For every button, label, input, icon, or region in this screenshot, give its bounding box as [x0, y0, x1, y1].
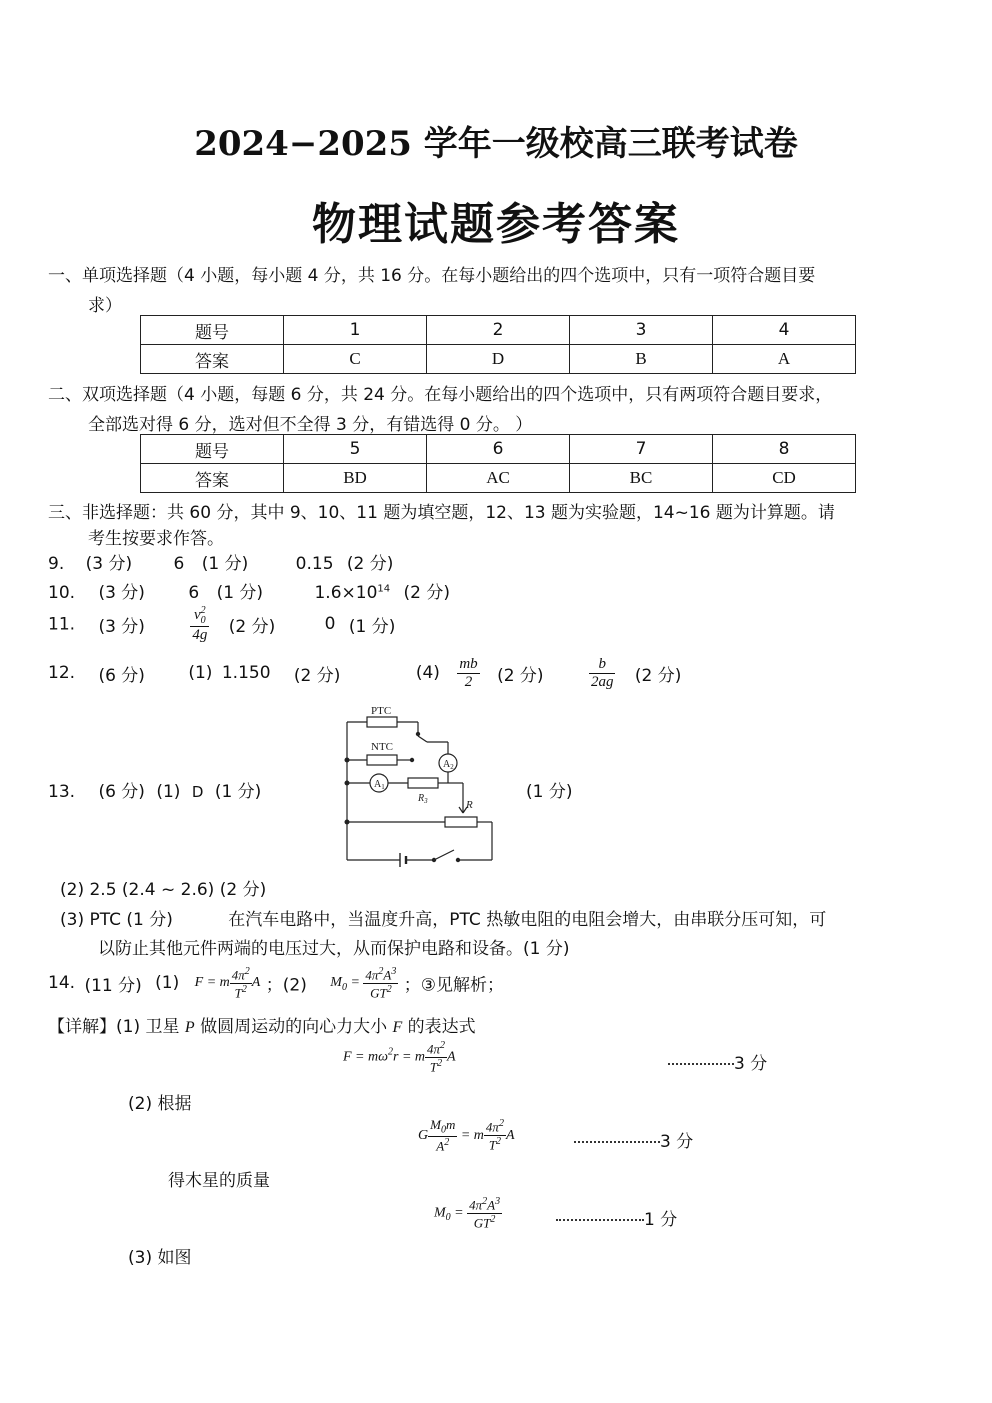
q9-answer2: 0.15: [295, 554, 334, 574]
q10-line: [48, 578, 450, 603]
q14-score: (11 分): [84, 975, 142, 996]
q10-score: (3 分): [98, 583, 145, 603]
table-cell: BD: [284, 464, 427, 493]
q13-part3-text: 在汽车电路中，当温度升高，PTC 热敏电阻的电阻会增大，由串联分压可知，可: [228, 910, 827, 930]
q9-score: (3 分): [85, 554, 133, 574]
q12-score1: (2 分): [293, 665, 341, 686]
detail-force: F: [392, 1019, 403, 1036]
q10-number: 10.: [48, 583, 76, 603]
ptc-resistor: [367, 717, 397, 727]
table-cell: B: [570, 345, 713, 374]
equation-gravity: G $\frac{M_0m}{A^2}$ = m $\frac{4\pi^2}{T^2}$ A: [418, 1117, 515, 1153]
q14-detail-line: [48, 1012, 476, 1037]
q14-number: 14.: [48, 973, 76, 994]
table-cell-label: 题号: [141, 435, 284, 464]
table-row: [141, 345, 856, 374]
detail-mid: 做圆周运动的向心力大小: [200, 1017, 388, 1037]
table-cell-label: 题号: [141, 316, 284, 345]
q9-number: 9.: [48, 554, 65, 574]
q12-score3: (2 分): [634, 665, 682, 686]
q9-answer1: 6: [173, 554, 185, 574]
q14-formula-mass: $M_0$ = $\frac{4\pi^2A^3}{GT^2}$: [330, 966, 397, 1000]
q12-score: (6 分): [98, 665, 145, 686]
q10-answer2: $1.6\times 10^{14}$: [314, 583, 391, 603]
q13-part3-prefix: (3) PTC (1 分): [60, 910, 173, 930]
r-label: R: [466, 799, 473, 811]
points-2: 3 分: [574, 1127, 693, 1152]
table-cell: 2: [427, 316, 570, 345]
q12-fraction2: $\frac{b}{2ag}$: [590, 656, 614, 690]
equation-mass: $M_0$ = $\frac{4\pi^2A^3}{GT^2}$: [434, 1196, 501, 1230]
q11-score2: (1 分): [348, 616, 396, 637]
table-cell: 1: [284, 316, 427, 345]
table-cell: 4: [713, 316, 856, 345]
a1-label: $A_1$: [374, 779, 385, 791]
table-cell: CD: [713, 464, 856, 493]
q11-answer2: 0: [324, 614, 336, 635]
q14-part3: ；③见解析；: [403, 975, 505, 996]
ntc-resistor: [367, 755, 397, 765]
q13-score1: (1 分): [214, 782, 262, 802]
ntc-label: NTC: [371, 741, 393, 753]
q10-score1: (1 分): [216, 583, 264, 603]
detail-end: 的表达式: [407, 1017, 476, 1037]
section2-answer-table: [140, 434, 856, 493]
table-cell: A: [713, 345, 856, 374]
q9-score1: (1 分): [201, 554, 249, 574]
q14-part1: (1): [155, 973, 180, 994]
section1-heading-line1: 一、单项选择题（4 小题，每小题 4 分，共 16 分。在每小题给出的四个选项中，只有一项符合题目要: [48, 266, 816, 286]
detail-satellite: P: [184, 1019, 195, 1036]
q12-line: [48, 656, 681, 690]
section3-heading-line2: 考生按要求作答。: [88, 529, 224, 549]
table-row: [141, 316, 856, 345]
a2-label: $A_2$: [443, 759, 454, 771]
detail-prefix: 【详解】(1) 卫星: [48, 1017, 180, 1037]
q11-fraction: $\frac{v_0^2}{4g}$: [192, 605, 208, 643]
q12-part1: (1): [188, 663, 213, 683]
answer-key-title: 物理试题参考答案: [312, 199, 680, 250]
q13-score: (6 分): [98, 782, 145, 802]
mass-text: 得木星的质量: [168, 1171, 270, 1191]
q12-fraction1: $\frac{mb}{2}$: [459, 656, 478, 690]
step-3: (3) 如图: [128, 1248, 192, 1268]
section3-heading-line1: 三、非选择题：共 60 分，其中 9、10、11 题为填空题，12、13 题为实验题，14~16 题为计算题。请: [48, 503, 835, 523]
q13-part1: (1): [156, 782, 181, 802]
section2-heading-line1: 二、双项选择题（4 小题，每题 6 分，共 24 分。在每小题给出的四个选项中，只有两项符合题目要求，: [48, 385, 833, 405]
table-cell: D: [427, 345, 570, 374]
rheostat: [445, 817, 477, 827]
q14-formula-force: F = m $\frac{4\pi^2}{T^2}$ A: [194, 966, 261, 1000]
table-cell: AC: [427, 464, 570, 493]
table-cell: 8: [713, 435, 856, 464]
section1-heading-line2: 求）: [88, 296, 122, 316]
q12-score2: (2 分): [497, 665, 544, 686]
r3-resistor: [408, 778, 438, 788]
ptc-label: PTC: [371, 705, 392, 717]
circuit-diagram: [330, 700, 510, 868]
q11-number: 11.: [48, 614, 76, 635]
q12-answer1: 1.150: [221, 663, 271, 683]
q10-score2: (2 分): [403, 583, 451, 603]
q9-score2: (2 分): [346, 554, 394, 574]
equation-force: $F = m\omega^2r = m$ $\frac{4\pi^2}{T^2}$ A: [343, 1040, 456, 1074]
r3-label: $R_3$: [418, 793, 428, 805]
table-cell: 3: [570, 316, 713, 345]
q10-answer1: 6: [188, 583, 200, 603]
table-cell: 5: [284, 435, 427, 464]
q13-part2: (2) 2.5 (2.4 ~ 2.6) (2 分): [60, 880, 267, 900]
table-row: [141, 464, 856, 493]
section1-answer-table: [140, 315, 856, 374]
step-2: (2) 根据: [128, 1094, 192, 1114]
table-cell: 6: [427, 435, 570, 464]
table-cell-label: 答案: [141, 464, 284, 493]
table-cell: BC: [570, 464, 713, 493]
q13-answer1: D: [191, 783, 204, 801]
q11-score1: (2 分): [228, 616, 276, 637]
q12-part4: (4): [415, 663, 440, 683]
q11-line: [48, 605, 395, 644]
points-3: 1 分: [556, 1205, 677, 1230]
q13-circuit-score: (1 分): [526, 782, 573, 802]
q14-part2: ；(2): [265, 975, 307, 996]
exam-title: 2024−2025 学年一级校高三联考试卷: [194, 124, 798, 164]
q9-line: [48, 549, 393, 574]
q13-line: [48, 777, 261, 802]
points-1: 3 分: [668, 1049, 767, 1074]
section2-heading-line2: 全部选对得 6 分，选对但不全得 3 分，有错选得 0 分。 ）: [88, 415, 533, 435]
q13-number: 13.: [48, 782, 76, 802]
table-cell: C: [284, 345, 427, 374]
table-cell: 7: [570, 435, 713, 464]
table-cell-label: 答案: [141, 345, 284, 374]
q12-number: 12.: [48, 663, 76, 683]
q14-line: [48, 966, 504, 1000]
q13-part3-line2: 以防止其他元件两端的电压过大，从而保护电路和设备。(1 分): [98, 939, 570, 959]
q11-score: (3 分): [98, 616, 145, 637]
q13-part3: [60, 905, 826, 930]
table-row: [141, 435, 856, 464]
